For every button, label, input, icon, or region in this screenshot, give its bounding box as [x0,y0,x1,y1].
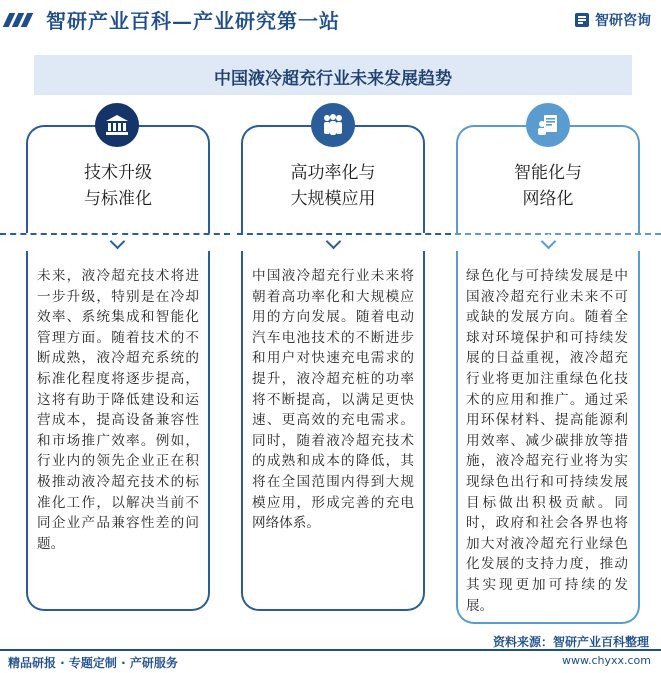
brand[interactable] [574,10,651,30]
card-1-body-text: 未来，液冷超充技术将进一步升级，特别是在冷却效率、系统集成和智能化管理方面。随着技术的不断成熟，液冷超充系统的标准化程度将逐步提高，这将有助于降低建设和运营成本，提高设备兼容性和市场推广效率。例如，行业内的领先企业正在积极推动液冷超充技术的标准化工作，以解决当前不同企业产品兼容性差的问题。 [37,268,199,552]
card-3-divider [455,233,661,235]
page-title: 中国液冷超充行业未来发展趋势 [214,69,452,89]
card-2-icon-badge [311,103,355,147]
bank-icon [105,114,129,136]
card-1-divider-arrow [110,234,126,250]
title-banner [34,55,632,95]
brand-name: 智研咨询 [595,13,651,29]
card-3-body-text: 绿色化与可持续发展是中国液冷超充行业未来不可或缺的发展方向。随着全球对环境保护和可持续发展的日益重视，液冷超充行业将更加注重绿色化技术的应用和推广。通过采用环保材料、提高能源利用效率、减少碳排放等措施，液冷超充行业将为实现绿色出行和可持续发展目标做出积极贡献。同时，政府和社会各界也将加大对液冷超充行业绿色化发展的支持力度，推动其实现更加可持续的发展。 [466,268,628,614]
footer-services: 精品研报 · 专题定制 · 产研服务 [8,656,178,670]
header-decoration [6,12,33,31]
site-title: 智研产业百科—产业研究第一站 [46,9,340,33]
people-icon [320,113,346,137]
top-bar [0,0,661,36]
card-2-divider [237,233,451,235]
card-3-icon-badge [526,103,570,147]
footer-rule [0,649,661,651]
footer-url-link[interactable]: www.chyxx.com [561,654,651,667]
card-3-divider-arrow [541,234,557,250]
card-2-title: 高功率化与 大规模应用 [290,163,376,209]
footer [0,641,661,673]
source-note: 资料来源：智研产业百科整理 [492,635,649,649]
card-3-title: 智能化与 网络化 [514,163,582,209]
brand-logo-icon [574,12,590,28]
card-2-divider-arrow [326,234,342,250]
card-1-title: 技术升级 与标准化 [84,163,152,209]
card-1-icon-badge [95,103,139,147]
card-2-body-text: 中国液冷超充行业未来将朝着高功率化和大规模应用的方向发展。随着电动汽车电池技术的不断进步和用户对快速充电需求的提升，液冷超充桩的功率将不断提高，以满足更快速、更高效的充电需求。同时，随着液冷超充技术的成熟和成本的降低，其将在全国范围内得到大规模应用，形成完善的充电网络体系。 [252,268,414,532]
document-person-icon [536,113,560,137]
